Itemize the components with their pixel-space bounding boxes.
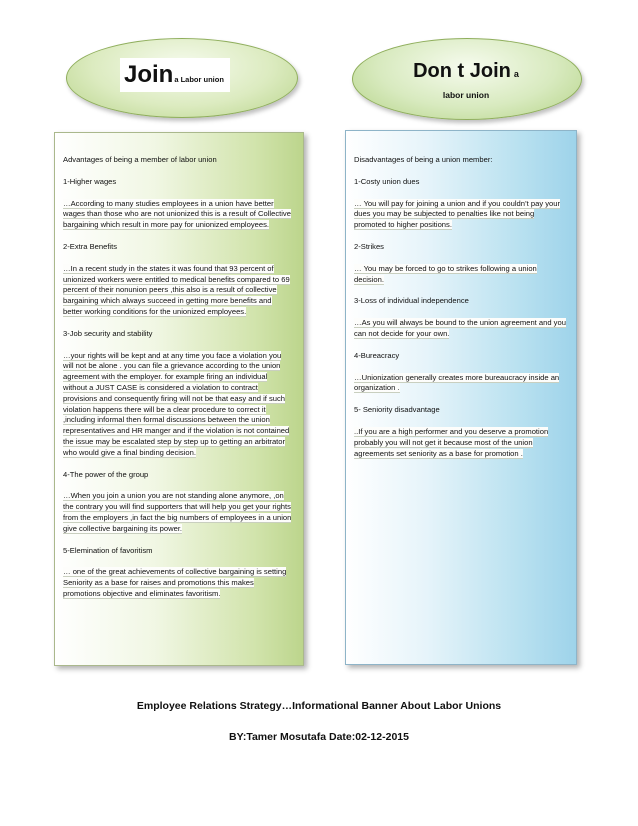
dont-join-title-big: Don t Join bbox=[413, 60, 511, 82]
disadvantage-title: 4-Bureacracy bbox=[354, 350, 400, 360]
join-banner-title bbox=[120, 58, 230, 92]
advantages-content bbox=[63, 155, 293, 611]
advantage-text: …According to many studies employees in a union have better wages than those who are not unionized this is a result of Collective bargaining which result in more pay for unionized employees. bbox=[63, 198, 291, 230]
disadvantages-heading: Disadvantages of being a union member: bbox=[354, 155, 493, 164]
list-item bbox=[63, 242, 293, 253]
dont-join-subtitle: labor union bbox=[442, 90, 490, 100]
list-item bbox=[354, 427, 566, 459]
dont-join-title bbox=[352, 60, 580, 83]
advantage-title: 1-Higher wages bbox=[63, 176, 117, 186]
dont-join-title-a: a bbox=[513, 69, 519, 79]
disadvantages-content bbox=[354, 155, 566, 470]
disadvantage-title: 1-Costy union dues bbox=[354, 176, 420, 186]
join-title-small: a Labor union bbox=[174, 75, 224, 84]
disadvantages-panel bbox=[345, 130, 577, 665]
list-item bbox=[354, 296, 566, 307]
disadvantage-title: 2-Strikes bbox=[354, 241, 384, 251]
advantage-title: 3-Job security and stability bbox=[63, 328, 153, 338]
disadvantage-text: … You will pay for joining a union and if you couldn’t pay your dues you may be subjected to penalties like not being promoted to higher positions. bbox=[354, 198, 561, 230]
advantage-text: …your rights will be kept and at any time you face a violation you will not be alone . you can file a grievance according to the union agreement with the employer. for example firing an individual without a JUST CASE is considered a violation to contract provisions and consequently firing will not be that easy and if such violation happens there will be a clear procedure to correct it ,including informal then formal discussions between the union representatives and HR manger and if the violation is not contained the issue may be escalated step by step up to getting an arbitrator who would give a final binding decision. bbox=[63, 350, 290, 457]
advantage-title: 4-The power of the group bbox=[63, 469, 149, 479]
footer-title: Employee Relations Strategy…Informational Banner About Labor Unions bbox=[136, 700, 502, 712]
list-item bbox=[63, 491, 293, 534]
disadvantage-text: …Unionization generally creates more bureaucracy inside an organization . bbox=[354, 372, 560, 393]
footer-author-date: BY:Tamer Mosutafa Date:02-12-2015 bbox=[229, 731, 409, 743]
list-item bbox=[63, 567, 293, 599]
list-item bbox=[63, 155, 293, 166]
list-item bbox=[354, 373, 566, 395]
list-item bbox=[63, 264, 293, 318]
list-item bbox=[354, 242, 566, 253]
list-item bbox=[354, 405, 566, 416]
list-item bbox=[63, 470, 293, 481]
advantage-text: … one of the great achievements of collective bargaining is setting Seniority as a base for raises and promotions this makes promotions objective and eliminates favoritism. bbox=[63, 567, 287, 598]
list-item bbox=[354, 155, 566, 166]
advantage-title: 2-Extra Benefits bbox=[63, 241, 118, 251]
advantage-title: 5-Elemination of favoritism bbox=[63, 545, 153, 555]
list-item bbox=[63, 351, 293, 459]
list-item bbox=[354, 199, 566, 231]
disadvantage-title: 5- Seniority disadvantage bbox=[354, 405, 440, 415]
list-item bbox=[63, 177, 293, 188]
list-item bbox=[63, 199, 293, 231]
disadvantage-text: …As you will always be bound to the union agreement and you can not decide for your own. bbox=[354, 318, 566, 338]
advantages-panel bbox=[54, 132, 304, 666]
list-item bbox=[354, 318, 566, 340]
disadvantage-text: ..If you are a high performer and you deserve a promotion probably you will not get it because most of the union agreements set seniority as a base for promotion . bbox=[354, 426, 549, 458]
join-title-big: Join bbox=[124, 61, 174, 88]
list-item bbox=[354, 177, 566, 188]
advantages-heading: Advantages of being a member of labor union bbox=[63, 155, 217, 164]
list-item bbox=[354, 351, 566, 362]
list-item bbox=[63, 329, 293, 340]
list-item bbox=[354, 264, 566, 286]
list-item bbox=[63, 546, 293, 557]
advantage-text: …In a recent study in the states it was found that 93 percent of unionized workers were entitled to medical benefits compared to 69 percent of their nonunion peers ,this also is a result of collective bargaining which always succeed in getting more benefits and better working conditions for the unionized employees. bbox=[63, 263, 290, 316]
disadvantage-text: … You may be forced to go to strikes following a union decision. bbox=[354, 263, 537, 284]
disadvantage-title: 3-Loss of individual independence bbox=[354, 296, 469, 306]
advantage-text: …When you join a union you are not standing alone anymore, ,on the contrary you will find supporters that will help you get your rights from the employers ,in fact the big numbers of employees in a union give collective bargaining its power. bbox=[63, 491, 292, 533]
